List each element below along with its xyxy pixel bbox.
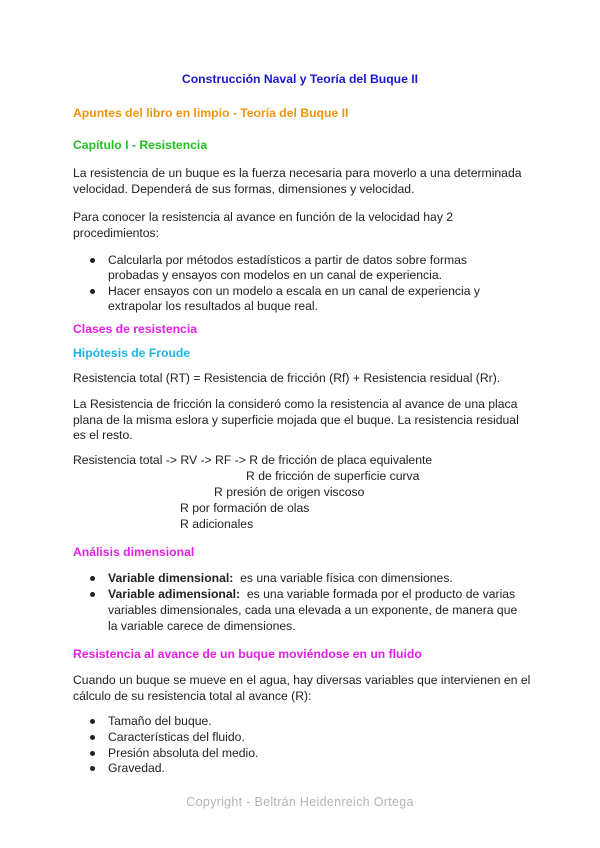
dimensional-term: Variable adimensional: xyxy=(108,587,241,601)
dimensional-definition: es una variable formada por el producto de varias xyxy=(246,587,516,601)
resistance-tree-line: R presión de origen viscoso xyxy=(214,485,365,499)
dimensional-term: Variable dimensional: xyxy=(108,571,234,585)
dimensional-definition: es una variable física con dimensiones. xyxy=(240,571,453,585)
fluid-bullet: Tamaño del buque. xyxy=(108,714,212,728)
procedure-bullet-line: Calcularla por métodos estadísticos a partir de datos sobre formas xyxy=(108,253,468,267)
section-heading-dimensional: Análisis dimensional xyxy=(73,545,195,559)
document-subtitle: Apuntes del libro en limpio - Teoría del Buque II xyxy=(73,106,349,120)
section-heading-froude: Hipótesis de Froude xyxy=(73,346,191,360)
bullet-icon xyxy=(90,719,95,724)
bullet-icon xyxy=(90,592,95,597)
procedures-line: procedimientos: xyxy=(73,226,160,240)
bullet-icon xyxy=(90,766,95,771)
section-heading-fluid: Resistencia al avance de un buque moviéndose en un fluido xyxy=(73,647,422,661)
resistance-tree-line: R de fricción de superficie curva xyxy=(246,469,420,483)
bullet-icon xyxy=(90,289,95,294)
froude-line: La Resistencia de fricción la consideró como la resistencia al avance de una placa xyxy=(73,397,518,411)
resistance-tree-line: R adicionales xyxy=(180,517,254,531)
procedure-bullet-line: Hacer ensayos con un modelo a escala en un canal de experiencia y xyxy=(108,284,480,298)
intro-line: La resistencia de un buque es la fuerza necesaria para moverlo a una determinada xyxy=(73,166,522,180)
document-title: Construcción Naval y Teoría del Buque II xyxy=(181,72,419,86)
bullet-icon xyxy=(90,576,95,581)
fluid-bullet: Gravedad. xyxy=(108,761,165,775)
procedure-bullet-line: extrapolar los resultados al buque real. xyxy=(108,299,319,313)
dimensional-bullet xyxy=(108,586,515,602)
chapter-heading: Capítulo I - Resistencia xyxy=(73,138,208,152)
procedure-bullet-line: probadas y ensayos con modelos en un canal de experiencia. xyxy=(108,268,443,282)
fluid-bullet: Presión absoluta del medio. xyxy=(108,746,259,760)
fluid-line: cálculo de su resistencia total al avance (R): xyxy=(73,689,312,703)
procedures-line: Para conocer la resistencia al avance en función de la velocidad hay 2 xyxy=(73,210,454,224)
dimensional-definition: variables dimensionales, cada una elevada a un exponente, de manera que xyxy=(108,603,518,617)
resistance-tree-line: Resistencia total -> RV -> RF -> R de fricción de placa equivalente xyxy=(73,453,433,467)
froude-line: plana de la misma eslora y superficie mojada que el buque. La resistencia residual xyxy=(73,413,519,427)
intro-line: velocidad. Dependerá de sus formas, dimensiones y velocidad. xyxy=(73,182,415,196)
fluid-bullet: Características del fluido. xyxy=(108,730,245,744)
section-heading-resistance-classes: Clases de resistencia xyxy=(73,322,197,336)
resistance-tree-line: R por formación de olas xyxy=(180,501,310,515)
dimensional-bullet xyxy=(108,570,453,586)
bullet-icon xyxy=(90,258,95,263)
dimensional-definition: la variable carece de dimensiones. xyxy=(108,619,296,633)
copyright-footer: Copyright - Beltrán Heidenreich Ortega xyxy=(186,795,414,809)
froude-line: es el resto. xyxy=(73,428,133,442)
bullet-icon xyxy=(90,735,95,740)
fluid-line: Cuando un buque se mueve en el agua, hay diversas variables que intervienen en el xyxy=(73,673,531,687)
bullet-icon xyxy=(90,751,95,756)
total-resistance-formula: Resistencia total (RT) = Resistencia de fricción (Rf) + Resistencia residual (Rr). xyxy=(73,371,501,385)
